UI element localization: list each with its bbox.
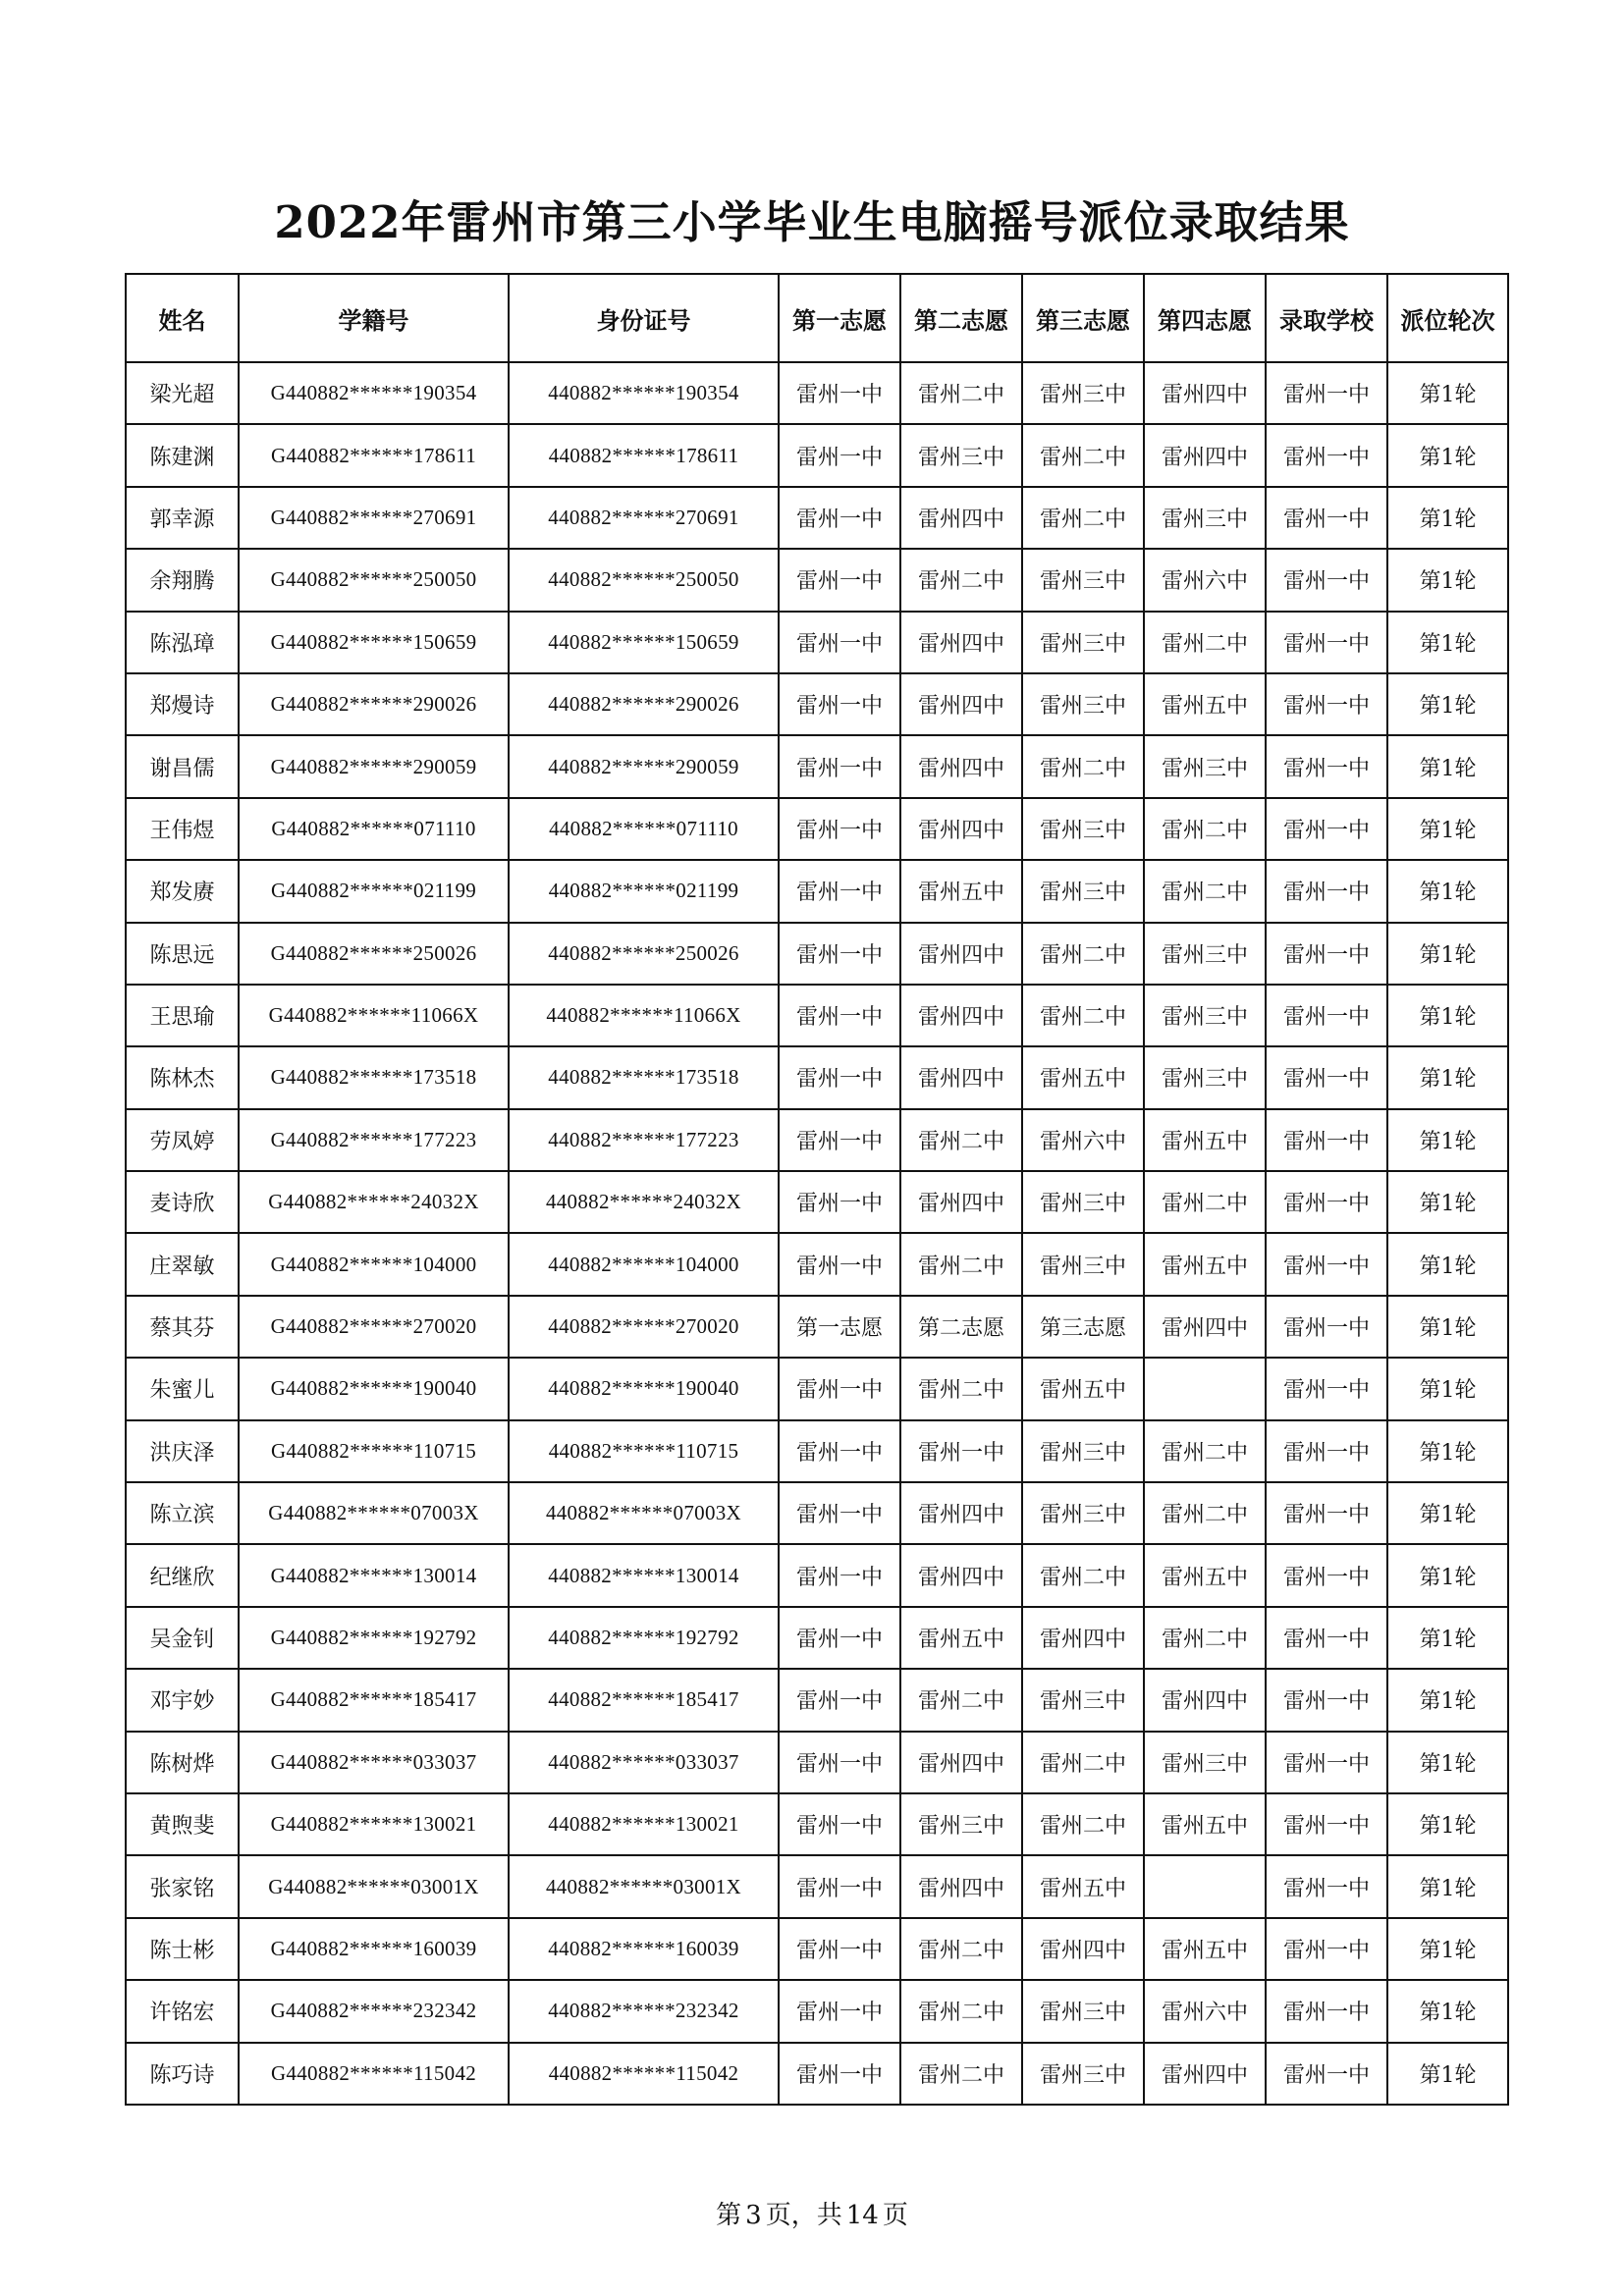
cell-id-card: 440882******130021 [509, 1793, 779, 1855]
cell-admitted-school: 雷州一中 [1266, 860, 1387, 922]
cell-choice-1: 雷州一中 [779, 1482, 900, 1544]
table-row [126, 424, 1508, 486]
cell-student-id: G440882******270020 [239, 1296, 509, 1358]
cell-choice-3: 雷州三中 [1022, 549, 1144, 611]
table-row [126, 1855, 1508, 1917]
cell-choice-3: 雷州二中 [1022, 1732, 1144, 1793]
cell-round: 第1轮 [1387, 798, 1508, 860]
cell-choice-2: 雷州四中 [900, 1482, 1022, 1544]
cell-id-card: 440882******232342 [509, 1980, 779, 2042]
cell-student-id: G440882******173518 [239, 1046, 509, 1108]
cell-choice-2: 雷州四中 [900, 1855, 1022, 1917]
footer-total-pages: 14 [845, 2201, 879, 2230]
cell-choice-4: 雷州五中 [1144, 673, 1266, 735]
header-row [126, 274, 1508, 362]
cell-choice-2: 雷州二中 [900, 1358, 1022, 1419]
cell-choice-3: 雷州五中 [1022, 1046, 1144, 1108]
cell-admitted-school: 雷州一中 [1266, 1420, 1387, 1482]
cell-choice-4: 雷州三中 [1144, 923, 1266, 985]
cell-choice-1: 雷州一中 [779, 549, 900, 611]
cell-id-card: 440882******177223 [509, 1109, 779, 1171]
table-row [126, 2043, 1508, 2105]
cell-choice-2: 雷州二中 [900, 2043, 1022, 2105]
cell-choice-2: 雷州二中 [900, 1980, 1022, 2042]
cell-choice-2: 雷州四中 [900, 798, 1022, 860]
cell-admitted-school: 雷州一中 [1266, 1171, 1387, 1233]
cell-id-card: 440882******033037 [509, 1732, 779, 1793]
cell-id-card: 440882******270020 [509, 1296, 779, 1358]
cell-choice-2: 雷州二中 [900, 1109, 1022, 1171]
cell-id-card: 440882******178611 [509, 424, 779, 486]
cell-choice-3: 雷州二中 [1022, 735, 1144, 797]
cell-student-id: G440882******177223 [239, 1109, 509, 1171]
cell-id-card: 440882******24032X [509, 1171, 779, 1233]
cell-admitted-school: 雷州一中 [1266, 1793, 1387, 1855]
cell-choice-4: 雷州二中 [1144, 860, 1266, 922]
page-title: 2022年雷州市第三小学毕业生电脑摇号派位录取结果 [274, 196, 1350, 248]
cell-choice-1: 雷州一中 [779, 2043, 900, 2105]
cell-name: 陈思远 [126, 923, 239, 985]
cell-round: 第1轮 [1387, 2043, 1508, 2105]
table-row [126, 612, 1508, 673]
cell-student-id: G440882******104000 [239, 1233, 509, 1295]
cell-choice-1: 雷州一中 [779, 1420, 900, 1482]
cell-student-id: G440882******03001X [239, 1855, 509, 1917]
cell-choice-1: 雷州一中 [779, 985, 900, 1046]
cell-choice-2: 雷州四中 [900, 1046, 1022, 1108]
cell-choice-3: 雷州三中 [1022, 798, 1144, 860]
cell-choice-4: 雷州四中 [1144, 1669, 1266, 1731]
cell-round: 第1轮 [1387, 1732, 1508, 1793]
cell-student-id: G440882******270691 [239, 487, 509, 549]
cell-choice-3: 雷州三中 [1022, 860, 1144, 922]
cell-round: 第1轮 [1387, 673, 1508, 735]
cell-student-id: G440882******290059 [239, 735, 509, 797]
cell-name: 许铭宏 [126, 1980, 239, 2042]
cell-admitted-school: 雷州一中 [1266, 362, 1387, 424]
cell-choice-3: 雷州三中 [1022, 1482, 1144, 1544]
cell-choice-3: 雷州二中 [1022, 487, 1144, 549]
cell-choice-4: 雷州六中 [1144, 1980, 1266, 2042]
cell-choice-1: 雷州一中 [779, 1544, 900, 1606]
cell-choice-4: 雷州五中 [1144, 1544, 1266, 1606]
cell-choice-1: 雷州一中 [779, 1607, 900, 1669]
cell-name: 王伟煜 [126, 798, 239, 860]
cell-choice-1: 雷州一中 [779, 923, 900, 985]
cell-choice-4: 雷州二中 [1144, 1171, 1266, 1233]
cell-student-id: G440882******190354 [239, 362, 509, 424]
cell-admitted-school: 雷州一中 [1266, 798, 1387, 860]
cell-id-card: 440882******104000 [509, 1233, 779, 1295]
cell-choice-1: 雷州一中 [779, 612, 900, 673]
cell-id-card: 440882******11066X [509, 985, 779, 1046]
cell-admitted-school: 雷州一中 [1266, 1109, 1387, 1171]
cell-choice-3: 雷州三中 [1022, 612, 1144, 673]
cell-choice-2: 雷州二中 [900, 1669, 1022, 1731]
cell-choice-4: 雷州六中 [1144, 549, 1266, 611]
cell-student-id: G440882******11066X [239, 985, 509, 1046]
cell-round: 第1轮 [1387, 549, 1508, 611]
cell-name: 陈树烨 [126, 1732, 239, 1793]
cell-admitted-school: 雷州一中 [1266, 487, 1387, 549]
cell-id-card: 440882******192792 [509, 1607, 779, 1669]
cell-student-id: G440882******130014 [239, 1544, 509, 1606]
cell-admitted-school: 雷州一中 [1266, 612, 1387, 673]
cell-choice-2: 雷州四中 [900, 1171, 1022, 1233]
table-row [126, 1669, 1508, 1731]
cell-choice-3: 雷州三中 [1022, 2043, 1144, 2105]
cell-choice-1: 雷州一中 [779, 1358, 900, 1419]
cell-id-card: 440882******115042 [509, 2043, 779, 2105]
cell-choice-4: 雷州二中 [1144, 1482, 1266, 1544]
cell-choice-3: 雷州三中 [1022, 1420, 1144, 1482]
cell-admitted-school: 雷州一中 [1266, 1358, 1387, 1419]
cell-choice-4: 雷州二中 [1144, 1420, 1266, 1482]
cell-name: 纪继欣 [126, 1544, 239, 1606]
cell-name: 梁光超 [126, 362, 239, 424]
cell-student-id: G440882******021199 [239, 860, 509, 922]
table-row [126, 1918, 1508, 1980]
cell-id-card: 440882******07003X [509, 1482, 779, 1544]
cell-choice-2: 雷州四中 [900, 612, 1022, 673]
cell-choice-3: 雷州六中 [1022, 1109, 1144, 1171]
cell-admitted-school: 雷州一中 [1266, 424, 1387, 486]
cell-choice-3: 雷州二中 [1022, 923, 1144, 985]
cell-choice-4 [1144, 1358, 1266, 1419]
cell-name: 陈泓璋 [126, 612, 239, 673]
table-row [126, 1980, 1508, 2042]
column-header-admitted-school: 录取学校 [1266, 274, 1387, 362]
cell-round: 第1轮 [1387, 1046, 1508, 1108]
cell-round: 第1轮 [1387, 424, 1508, 486]
table-row [126, 985, 1508, 1046]
cell-student-id: G440882******290026 [239, 673, 509, 735]
cell-student-id: G440882******07003X [239, 1482, 509, 1544]
cell-name: 黄煦斐 [126, 1793, 239, 1855]
column-header-choice-1: 第一志愿 [779, 274, 900, 362]
cell-choice-4: 雷州二中 [1144, 1607, 1266, 1669]
cell-choice-2: 雷州四中 [900, 1544, 1022, 1606]
cell-choice-4: 雷州五中 [1144, 1793, 1266, 1855]
cell-admitted-school: 雷州一中 [1266, 1669, 1387, 1731]
column-header-id-card: 身份证号 [509, 274, 779, 362]
cell-choice-4: 雷州四中 [1144, 362, 1266, 424]
cell-choice-4: 雷州四中 [1144, 1296, 1266, 1358]
cell-choice-4: 雷州四中 [1144, 2043, 1266, 2105]
cell-choice-4: 雷州三中 [1144, 1046, 1266, 1108]
cell-choice-4: 雷州五中 [1144, 1109, 1266, 1171]
cell-name: 邓宇妙 [126, 1669, 239, 1731]
cell-student-id: G440882******110715 [239, 1420, 509, 1482]
cell-admitted-school: 雷州一中 [1266, 1855, 1387, 1917]
cell-student-id: G440882******24032X [239, 1171, 509, 1233]
cell-choice-2: 雷州四中 [900, 673, 1022, 735]
cell-student-id: G440882******160039 [239, 1918, 509, 1980]
cell-name: 陈士彬 [126, 1918, 239, 1980]
cell-admitted-school: 雷州一中 [1266, 1296, 1387, 1358]
cell-student-id: G440882******185417 [239, 1669, 509, 1731]
cell-name: 陈立滨 [126, 1482, 239, 1544]
table-row [126, 1171, 1508, 1233]
cell-admitted-school: 雷州一中 [1266, 2043, 1387, 2105]
cell-choice-1: 雷州一中 [779, 735, 900, 797]
cell-choice-1: 雷州一中 [779, 1855, 900, 1917]
table-row [126, 1296, 1508, 1358]
cell-choice-3: 第三志愿 [1022, 1296, 1144, 1358]
cell-choice-4: 雷州三中 [1144, 735, 1266, 797]
cell-choice-2: 雷州三中 [900, 1793, 1022, 1855]
cell-id-card: 440882******190040 [509, 1358, 779, 1419]
cell-round: 第1轮 [1387, 1109, 1508, 1171]
cell-choice-2: 雷州二中 [900, 549, 1022, 611]
cell-choice-4 [1144, 1855, 1266, 1917]
cell-student-id: G440882******232342 [239, 1980, 509, 2042]
table-row [126, 1109, 1508, 1171]
cell-choice-1: 雷州一中 [779, 1046, 900, 1108]
cell-choice-1: 雷州一中 [779, 1171, 900, 1233]
cell-round: 第1轮 [1387, 860, 1508, 922]
cell-name: 王思瑜 [126, 985, 239, 1046]
cell-choice-4: 雷州三中 [1144, 487, 1266, 549]
cell-student-id: G440882******130021 [239, 1793, 509, 1855]
footer-suffix: 页 [882, 2201, 908, 2230]
table-row [126, 1420, 1508, 1482]
table-row [126, 1233, 1508, 1295]
table-row [126, 1793, 1508, 1855]
cell-choice-1: 雷州一中 [779, 860, 900, 922]
cell-name: 蔡其芬 [126, 1296, 239, 1358]
cell-id-card: 440882******160039 [509, 1918, 779, 1980]
cell-id-card: 440882******110715 [509, 1420, 779, 1482]
cell-admitted-school: 雷州一中 [1266, 1233, 1387, 1295]
cell-round: 第1轮 [1387, 1918, 1508, 1980]
table-row [126, 735, 1508, 797]
cell-admitted-school: 雷州一中 [1266, 1046, 1387, 1108]
cell-round: 第1轮 [1387, 923, 1508, 985]
table-row [126, 798, 1508, 860]
cell-choice-3: 雷州三中 [1022, 1980, 1144, 2042]
table-row [126, 860, 1508, 922]
cell-admitted-school: 雷州一中 [1266, 549, 1387, 611]
column-header-name: 姓名 [126, 274, 239, 362]
cell-round: 第1轮 [1387, 1171, 1508, 1233]
cell-choice-3: 雷州二中 [1022, 1793, 1144, 1855]
cell-choice-2: 雷州四中 [900, 735, 1022, 797]
footer-prefix: 第 [716, 2201, 742, 2230]
cell-round: 第1轮 [1387, 1420, 1508, 1482]
cell-choice-3: 雷州五中 [1022, 1855, 1144, 1917]
cell-name: 洪庆泽 [126, 1420, 239, 1482]
table-row [126, 362, 1508, 424]
column-header-choice-4: 第四志愿 [1144, 274, 1266, 362]
cell-id-card: 440882******130014 [509, 1544, 779, 1606]
table-row [126, 549, 1508, 611]
cell-choice-3: 雷州二中 [1022, 985, 1144, 1046]
cell-name: 朱蜜儿 [126, 1358, 239, 1419]
cell-admitted-school: 雷州一中 [1266, 985, 1387, 1046]
cell-choice-2: 雷州五中 [900, 860, 1022, 922]
table-row [126, 923, 1508, 985]
cell-choice-3: 雷州五中 [1022, 1358, 1144, 1419]
cell-round: 第1轮 [1387, 1482, 1508, 1544]
table-row [126, 1046, 1508, 1108]
cell-admitted-school: 雷州一中 [1266, 735, 1387, 797]
cell-choice-1: 雷州一中 [779, 1980, 900, 2042]
cell-choice-4: 雷州五中 [1144, 1918, 1266, 1980]
cell-name: 谢昌儒 [126, 735, 239, 797]
cell-choice-1: 雷州一中 [779, 673, 900, 735]
cell-id-card: 440882******290026 [509, 673, 779, 735]
cell-choice-1: 雷州一中 [779, 487, 900, 549]
cell-round: 第1轮 [1387, 1544, 1508, 1606]
cell-choice-2: 雷州四中 [900, 487, 1022, 549]
column-header-choice-3: 第三志愿 [1022, 274, 1144, 362]
cell-round: 第1轮 [1387, 1233, 1508, 1295]
cell-student-id: G440882******150659 [239, 612, 509, 673]
cell-choice-1: 雷州一中 [779, 362, 900, 424]
cell-student-id: G440882******192792 [239, 1607, 509, 1669]
cell-round: 第1轮 [1387, 1358, 1508, 1419]
cell-round: 第1轮 [1387, 1669, 1508, 1731]
cell-student-id: G440882******115042 [239, 2043, 509, 2105]
cell-admitted-school: 雷州一中 [1266, 1732, 1387, 1793]
cell-name: 陈林杰 [126, 1046, 239, 1108]
cell-round: 第1轮 [1387, 612, 1508, 673]
cell-student-id: G440882******250026 [239, 923, 509, 985]
cell-choice-3: 雷州四中 [1022, 1918, 1144, 1980]
cell-round: 第1轮 [1387, 1296, 1508, 1358]
table-row [126, 673, 1508, 735]
cell-name: 张家铭 [126, 1855, 239, 1917]
page-footer [0, 2195, 1624, 2231]
table-row [126, 1358, 1508, 1419]
cell-name: 余翔腾 [126, 549, 239, 611]
cell-choice-2: 雷州四中 [900, 1732, 1022, 1793]
cell-admitted-school: 雷州一中 [1266, 1544, 1387, 1606]
cell-name: 劳凤婷 [126, 1109, 239, 1171]
column-header-choice-2: 第二志愿 [900, 274, 1022, 362]
cell-choice-2: 雷州一中 [900, 1420, 1022, 1482]
cell-choice-2: 第二志愿 [900, 1296, 1022, 1358]
table-body [126, 362, 1508, 2105]
results-table [125, 273, 1509, 2106]
cell-choice-2: 雷州二中 [900, 1918, 1022, 1980]
cell-round: 第1轮 [1387, 735, 1508, 797]
table-row [126, 1544, 1508, 1606]
cell-choice-3: 雷州三中 [1022, 1233, 1144, 1295]
cell-student-id: G440882******190040 [239, 1358, 509, 1419]
cell-name: 吴金钊 [126, 1607, 239, 1669]
cell-student-id: G440882******178611 [239, 424, 509, 486]
cell-round: 第1轮 [1387, 1855, 1508, 1917]
cell-id-card: 440882******250050 [509, 549, 779, 611]
table-row [126, 1482, 1508, 1544]
cell-round: 第1轮 [1387, 1980, 1508, 2042]
cell-choice-2: 雷州四中 [900, 985, 1022, 1046]
table-row [126, 487, 1508, 549]
cell-admitted-school: 雷州一中 [1266, 673, 1387, 735]
cell-choice-3: 雷州三中 [1022, 362, 1144, 424]
cell-choice-2: 雷州三中 [900, 424, 1022, 486]
cell-name: 郭幸源 [126, 487, 239, 549]
cell-choice-3: 雷州三中 [1022, 1171, 1144, 1233]
cell-admitted-school: 雷州一中 [1266, 1980, 1387, 2042]
cell-choice-2: 雷州二中 [900, 362, 1022, 424]
cell-choice-1: 雷州一中 [779, 1793, 900, 1855]
footer-page-number: 3 [745, 2201, 762, 2230]
cell-name: 庄翠敏 [126, 1233, 239, 1295]
cell-id-card: 440882******071110 [509, 798, 779, 860]
cell-name: 陈巧诗 [126, 2043, 239, 2105]
cell-id-card: 440882******190354 [509, 362, 779, 424]
cell-admitted-school: 雷州一中 [1266, 1482, 1387, 1544]
cell-choice-3: 雷州三中 [1022, 673, 1144, 735]
cell-choice-4: 雷州二中 [1144, 612, 1266, 673]
cell-choice-2: 雷州二中 [900, 1233, 1022, 1295]
cell-choice-4: 雷州二中 [1144, 798, 1266, 860]
cell-id-card: 440882******250026 [509, 923, 779, 985]
cell-choice-1: 雷州一中 [779, 798, 900, 860]
cell-id-card: 440882******03001X [509, 1855, 779, 1917]
cell-choice-1: 雷州一中 [779, 1732, 900, 1793]
cell-choice-1: 第一志愿 [779, 1296, 900, 1358]
footer-mid: 页，共 [765, 2201, 842, 2230]
cell-id-card: 440882******150659 [509, 612, 779, 673]
cell-name: 陈建渊 [126, 424, 239, 486]
cell-id-card: 440882******185417 [509, 1669, 779, 1731]
cell-id-card: 440882******290059 [509, 735, 779, 797]
cell-id-card: 440882******173518 [509, 1046, 779, 1108]
cell-choice-3: 雷州二中 [1022, 424, 1144, 486]
cell-student-id: G440882******250050 [239, 549, 509, 611]
cell-name: 麦诗欣 [126, 1171, 239, 1233]
cell-round: 第1轮 [1387, 487, 1508, 549]
column-header-round: 派位轮次 [1387, 274, 1508, 362]
cell-name: 郑熳诗 [126, 673, 239, 735]
cell-choice-2: 雷州五中 [900, 1607, 1022, 1669]
cell-choice-3: 雷州三中 [1022, 1669, 1144, 1731]
cell-choice-4: 雷州三中 [1144, 985, 1266, 1046]
cell-choice-4: 雷州四中 [1144, 424, 1266, 486]
cell-choice-2: 雷州四中 [900, 923, 1022, 985]
cell-round: 第1轮 [1387, 362, 1508, 424]
cell-id-card: 440882******270691 [509, 487, 779, 549]
table-row [126, 1607, 1508, 1669]
cell-admitted-school: 雷州一中 [1266, 1607, 1387, 1669]
cell-student-id: G440882******033037 [239, 1732, 509, 1793]
cell-round: 第1轮 [1387, 985, 1508, 1046]
cell-choice-4: 雷州三中 [1144, 1732, 1266, 1793]
cell-choice-3: 雷州二中 [1022, 1544, 1144, 1606]
cell-choice-1: 雷州一中 [779, 1918, 900, 1980]
cell-student-id: G440882******071110 [239, 798, 509, 860]
table-row [126, 1732, 1508, 1793]
cell-round: 第1轮 [1387, 1793, 1508, 1855]
cell-admitted-school: 雷州一中 [1266, 1918, 1387, 1980]
cell-round: 第1轮 [1387, 1607, 1508, 1669]
cell-choice-4: 雷州五中 [1144, 1233, 1266, 1295]
cell-choice-1: 雷州一中 [779, 1233, 900, 1295]
cell-choice-3: 雷州四中 [1022, 1607, 1144, 1669]
cell-id-card: 440882******021199 [509, 860, 779, 922]
cell-admitted-school: 雷州一中 [1266, 923, 1387, 985]
cell-choice-1: 雷州一中 [779, 1109, 900, 1171]
cell-name: 郑发赓 [126, 860, 239, 922]
cell-choice-1: 雷州一中 [779, 1669, 900, 1731]
cell-choice-1: 雷州一中 [779, 424, 900, 486]
column-header-student-id: 学籍号 [239, 274, 509, 362]
